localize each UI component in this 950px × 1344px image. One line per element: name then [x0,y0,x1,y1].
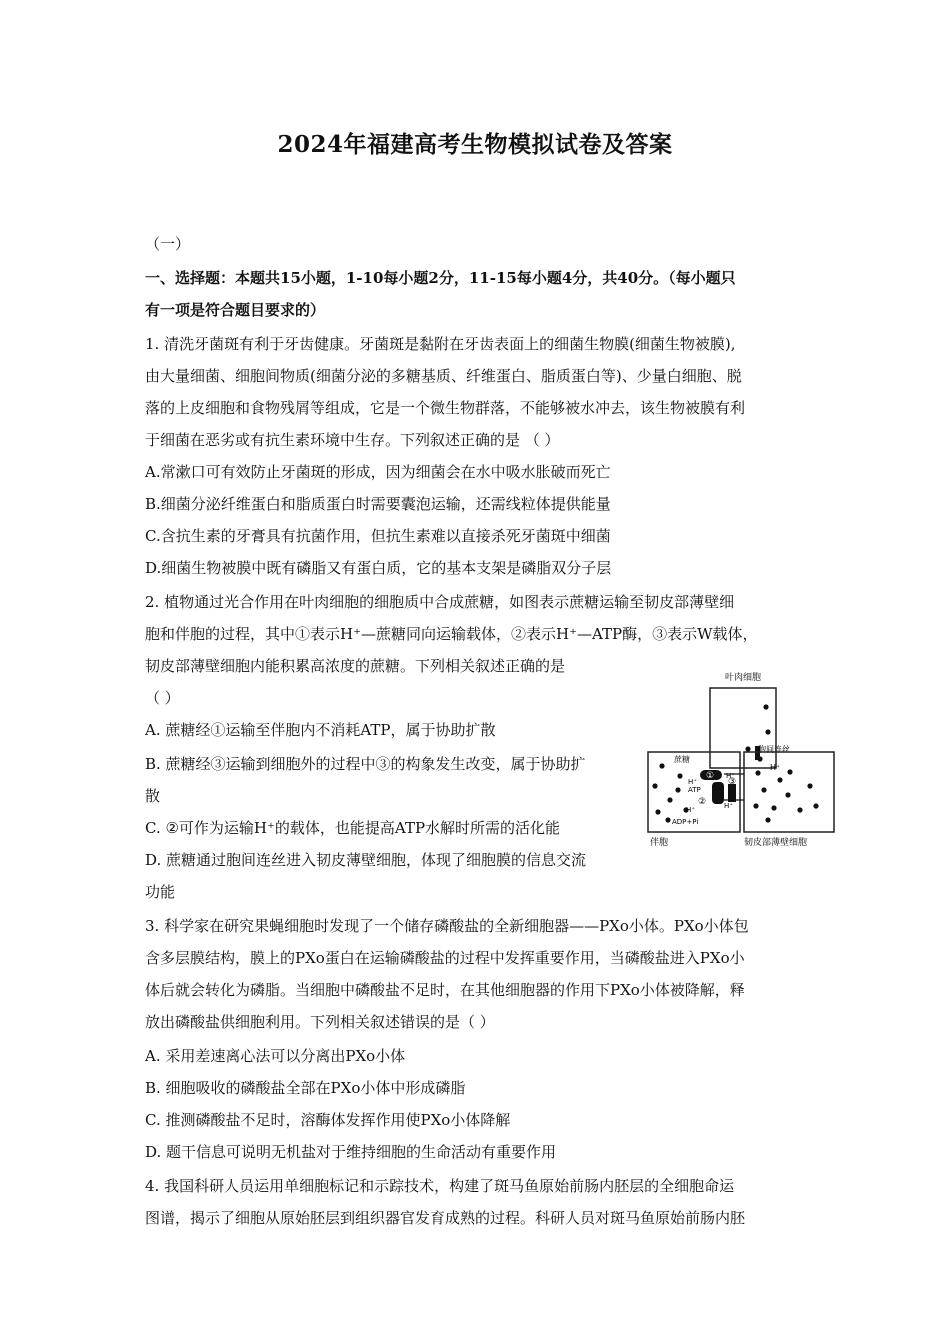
section-label: （一） [145,235,191,253]
h-plus-label-parenchyma: H⁺ [770,763,781,772]
q4-stem-line-1: 4. 我国科研人员运用单细胞标记和示踪技术，构建了斑马鱼原始前肠内胚层的全细胞命运 [145,1177,735,1195]
plasmodesmata-label: 胞间连丝 [758,745,790,754]
q4-stem-line-2: 图谱，揭示了细胞从原始胚层到组织器官发育成熟的过程。科研人员对斑马鱼原始前肠内胚 [145,1209,746,1227]
q2-stem-line-3: 韧皮部薄壁细胞内能积累高浓度的蔗糖。下列相关叙述正确的是 [145,657,566,675]
marker-2: ② [698,797,707,807]
q3-option-b: B. 细胞吸收的磷酸盐全部在PXo小体中形成磷脂 [145,1079,466,1097]
q3-option-a: A. 采用差速离心法可以分离出PXo小体 [145,1047,406,1065]
q2-option-c: C. ②可作为运输H⁺的载体，也能提高ATP水解时所需的活化能 [145,819,561,837]
q3-stem-line-1: 3. 科学家在研究果蝇细胞时发现了一个储存磷酸盐的全新细胞器——PXo小体。PXo小体包 [145,917,749,935]
q1-stem-line-1: 1. 清洗牙菌斑有利于牙齿健康。牙菌斑是黏附在牙齿表面上的细菌生物膜(细菌生物被膜), [145,335,736,353]
instructions-line-1: 一、选择题：本题共15小题，1-10每小题2分，11-15每小题4分，共40分。（每小题只 [145,269,736,287]
q2-option-b: B. 蔗糖经③运输到细胞外的过程中③的构象发生改变，属于协助扩 [145,755,586,773]
page-title: 2024年福建高考生物模拟试卷及答案 [277,131,673,158]
parenchyma-label: 韧皮部薄壁细胞 [744,838,808,848]
atp-label: ATP [688,786,701,794]
h-plus-label-1: H⁺ [688,778,697,786]
q3-stem-line-2: 含多层膜结构，膜上的PXo蛋白在运输磷酸盐的过程中发挥重要作用，当磷酸盐进入PXo小 [145,949,745,967]
sucrose-label: 蔗糖 [674,755,690,764]
q2-option-b-cont: 散 [145,787,161,805]
q3-option-d: D. 题干信息可说明无机盐对于维持细胞的生命活动有重要作用 [145,1143,557,1161]
q1-stem-line-2: 由大量细菌、细胞间物质(细菌分泌的多糖基质、纤维蛋白、脂质蛋白等)、少量白细胞、脱 [145,367,742,385]
sucrose-transport-diagram [640,660,840,855]
q2-option-d: D. 蔗糖通过胞间连丝进入韧皮薄壁细胞，体现了细胞膜的信息交流 [145,851,587,869]
q1-stem-line-3: 落的上皮细胞和食物残屑等组成，它是一个微生物群落，不能够被水冲去，该生物被膜有利 [145,399,746,417]
q3-stem-line-3: 体后就会转化为磷脂。当细胞中磷酸盐不足时，在其他细胞器的作用下PXo小体被降解，释 [145,981,745,999]
q2-stem-line-1: 2. 植物通过光合作用在叶肉细胞的细胞质中合成蔗糖，如图表示蔗糖运输至韧皮部薄壁细 [145,593,735,611]
q2-option-d-cont: 功能 [145,883,176,901]
q1-option-c: C.含抗生素的牙膏具有抗菌作用，但抗生素难以直接杀死牙菌斑中细菌 [145,527,611,545]
marker-3: ③ [728,777,737,787]
parenchyma-cell [744,752,834,832]
atpase-2 [712,782,724,804]
q1-option-b: B.细菌分泌纤维蛋白和脂质蛋白时需要囊泡运输，还需线粒体提供能量 [145,495,611,513]
marker-1: ① [706,771,715,781]
h-plus-label-2: H⁺ [726,772,735,780]
q3-option-c: C. 推测磷酸盐不足时，溶酶体发挥作用使PXo小体降解 [145,1111,511,1129]
mesophyll-cell [710,688,776,768]
q1-option-a: A.常漱口可有效防止牙菌斑的形成，因为细菌会在水中吸水胀破而死亡 [145,463,611,481]
q3-stem-line-4: 放出磷酸盐供细胞利用。下列相关叙述错误的是（ ） [145,1013,495,1031]
h-plus-label-4: H⁺ [724,802,733,810]
q2-stem-line-2: 胞和伴胞的过程，其中①表示H⁺—蔗糖同向运输载体，②表示H⁺—ATP酶，③表示W载体， [145,625,758,643]
q1-option-d: D.细菌生物被膜中既有磷脂又有蛋白质，它的基本支架是磷脂双分子层 [145,559,612,577]
q1-stem-line-4: 于细菌在恶劣或有抗生素环境中生存。下列叙述正确的是 （ ） [145,431,560,449]
instructions-line-2: 有一项是符合题目要求的） [145,301,326,319]
mesophyll-label: 叶肉细胞 [724,673,762,683]
companion-label: 伴胞 [650,838,669,848]
adp-label: ADP+Pi [672,818,699,826]
h-plus-label-3: H⁺ [686,806,695,814]
q2-stem-line-4: （ ） [145,689,180,707]
q2-option-a: A. 蔗糖经①运输至伴胞内不消耗ATP，属于协助扩散 [145,721,496,739]
